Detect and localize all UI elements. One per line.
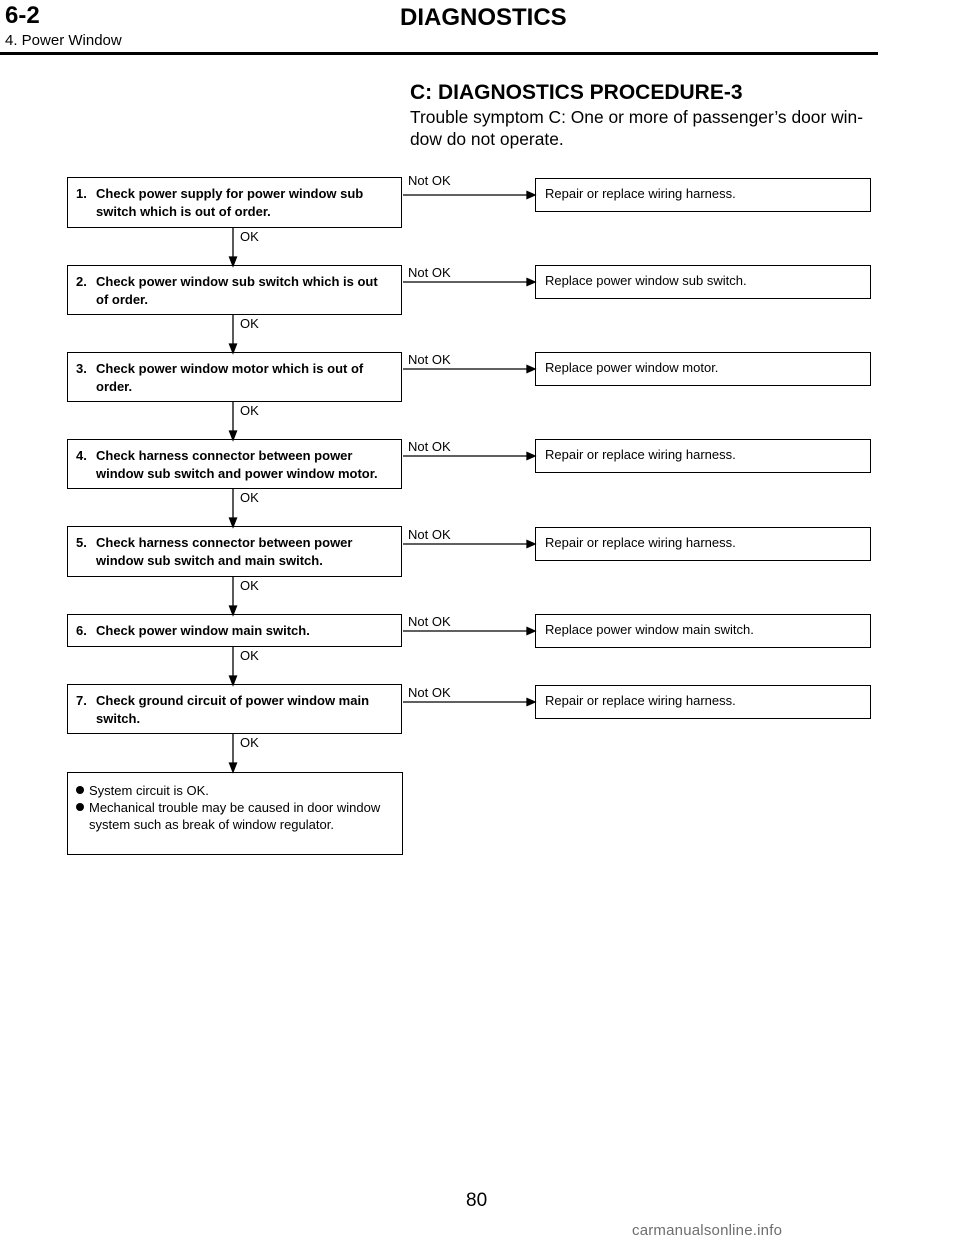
step-number: 2. [76, 274, 87, 289]
step-7-action-box [535, 685, 871, 719]
ok-label: OK [240, 578, 259, 593]
step-7-check-box [67, 684, 402, 734]
step-number: 3. [76, 361, 87, 376]
step-5-check-box [67, 526, 402, 577]
step-4-action-box [535, 439, 871, 473]
ok-label: OK [240, 403, 259, 418]
final-result-box [67, 772, 403, 855]
subsection-title: 4. Power Window [5, 32, 122, 49]
action-text: Repair or replace wiring harness. [545, 447, 736, 462]
step-number: 5. [76, 535, 87, 550]
ok-label: OK [240, 490, 259, 505]
action-text: Replace power window motor. [545, 360, 719, 375]
not-ok-label: Not OK [408, 439, 451, 454]
step-2-check-box [67, 265, 402, 315]
step-6-check-box [67, 614, 402, 647]
step-text: Check power window sub switch which is out of order. [96, 274, 378, 307]
page-number: 80 [466, 1190, 488, 1211]
step-number: 4. [76, 448, 87, 463]
section-code: 6-2 [5, 2, 40, 29]
ok-label: OK [240, 316, 259, 331]
bullet-icon [76, 803, 84, 811]
step-number: 1. [76, 186, 87, 201]
ok-label: OK [240, 648, 259, 663]
step-3-action-box [535, 352, 871, 386]
final-note-text: Mechanical trouble may be caused in door window system such as break of window regulator. [89, 800, 381, 832]
ok-label: OK [240, 735, 259, 750]
step-text: Check power window motor which is out of order. [96, 361, 364, 394]
bullet-icon [76, 786, 84, 794]
action-text: Repair or replace wiring harness. [545, 535, 736, 550]
chapter-title: DIAGNOSTICS [400, 4, 567, 31]
final-note-item [76, 799, 394, 833]
not-ok-label: Not OK [408, 265, 451, 280]
not-ok-label: Not OK [408, 614, 451, 629]
action-text: Replace power window sub switch. [545, 273, 747, 288]
step-text: Check power window main switch. [96, 623, 310, 638]
final-note-text: System circuit is OK. [89, 783, 209, 798]
trouble-symptom-text: Trouble symptom C: One or more of passenger’s door win- dow do not operate. [410, 107, 863, 149]
watermark-text: carmanualsonline.info [632, 1222, 783, 1239]
final-note-item [76, 782, 394, 799]
step-number: 6. [76, 623, 87, 638]
action-text: Replace power window main switch. [545, 622, 754, 637]
step-4-check-box [67, 439, 402, 489]
not-ok-label: Not OK [408, 173, 451, 188]
step-text: Check ground circuit of power window main switch. [96, 693, 370, 726]
procedure-title: C: DIAGNOSTICS PROCEDURE-3 [410, 81, 743, 104]
step-1-check-box [67, 177, 402, 228]
step-6-action-box [535, 614, 871, 648]
step-2-action-box [535, 265, 871, 299]
step-1-action-box [535, 178, 871, 212]
action-text: Repair or replace wiring harness. [545, 186, 736, 201]
step-number: 7. [76, 693, 87, 708]
ok-label: OK [240, 229, 259, 244]
step-text: Check power supply for power window sub switch which is out of order. [96, 186, 364, 219]
step-3-check-box [67, 352, 402, 402]
action-text: Repair or replace wiring harness. [545, 693, 736, 708]
step-text: Check harness connector between power window sub switch and main switch. [96, 535, 353, 568]
not-ok-label: Not OK [408, 685, 451, 700]
not-ok-label: Not OK [408, 527, 451, 542]
step-5-action-box [535, 527, 871, 561]
step-text: Check harness connector between power window sub switch and power window motor. [96, 448, 378, 481]
not-ok-label: Not OK [408, 352, 451, 367]
